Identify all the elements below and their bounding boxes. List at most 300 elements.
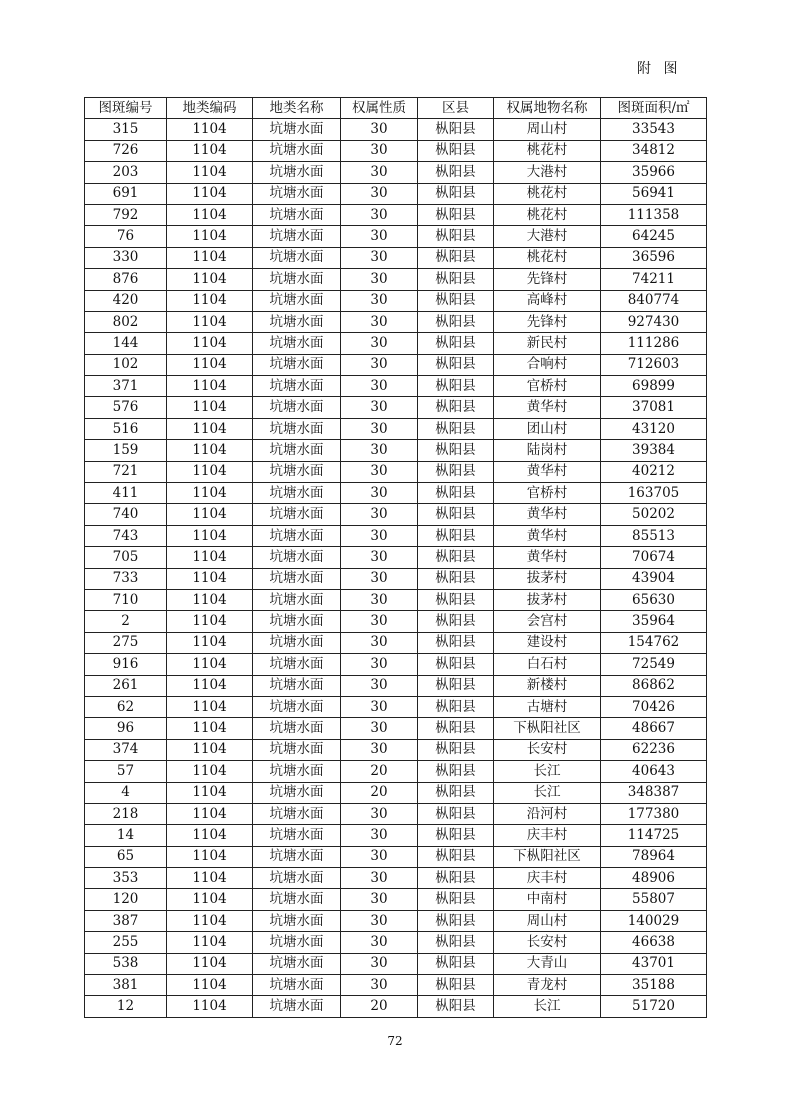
- cell-owner-name: 长江: [494, 996, 601, 1017]
- cell-area: 78964: [601, 846, 707, 867]
- cell-owner-name: 先锋村: [494, 311, 601, 332]
- cell-land-code: 1104: [167, 568, 253, 589]
- table-row: [85, 825, 707, 846]
- cell-area: 34812: [601, 140, 707, 161]
- cell-owner-name: 下枞阳社区: [494, 718, 601, 739]
- cell-owner-name: 大青山: [494, 953, 601, 974]
- cell-parcel-id: 371: [85, 376, 167, 397]
- cell-county: 枞阳县: [418, 889, 494, 910]
- table-row: [85, 910, 707, 931]
- cell-ownership-type: 30: [341, 868, 418, 889]
- cell-area: 50202: [601, 504, 707, 525]
- table-row: [85, 675, 707, 696]
- cell-ownership-type: 30: [341, 333, 418, 354]
- cell-county: 枞阳县: [418, 269, 494, 290]
- cell-land-code: 1104: [167, 739, 253, 760]
- table-row: [85, 247, 707, 268]
- cell-area: 37081: [601, 397, 707, 418]
- table-row: [85, 525, 707, 546]
- cell-parcel-id: 876: [85, 269, 167, 290]
- cell-ownership-type: 30: [341, 803, 418, 824]
- cell-land-type: 坑塘水面: [253, 568, 341, 589]
- cell-area: 840774: [601, 290, 707, 311]
- cell-land-code: 1104: [167, 910, 253, 931]
- table-row: [85, 547, 707, 568]
- cell-land-code: 1104: [167, 376, 253, 397]
- cell-ownership-type: 30: [341, 247, 418, 268]
- table-row: [85, 996, 707, 1017]
- cell-owner-name: 拔茅村: [494, 589, 601, 610]
- cell-owner-name: 新民村: [494, 333, 601, 354]
- cell-owner-name: 桃花村: [494, 140, 601, 161]
- cell-ownership-type: 20: [341, 782, 418, 803]
- cell-land-type: 坑塘水面: [253, 547, 341, 568]
- cell-area: 111286: [601, 333, 707, 354]
- cell-area: 46638: [601, 932, 707, 953]
- cell-ownership-type: 30: [341, 140, 418, 161]
- cell-owner-name: 古塘村: [494, 696, 601, 717]
- cell-land-type: 坑塘水面: [253, 632, 341, 653]
- cell-owner-name: 会宫村: [494, 611, 601, 632]
- cell-land-code: 1104: [167, 525, 253, 546]
- cell-owner-name: 合响村: [494, 354, 601, 375]
- cell-ownership-type: 30: [341, 739, 418, 760]
- cell-ownership-type: 30: [341, 547, 418, 568]
- land-parcel-table: [84, 97, 707, 1018]
- cell-area: 55807: [601, 889, 707, 910]
- cell-parcel-id: 275: [85, 632, 167, 653]
- cell-owner-name: 桃花村: [494, 204, 601, 225]
- table-row: [85, 461, 707, 482]
- cell-land-type: 坑塘水面: [253, 525, 341, 546]
- cell-owner-name: 官桥村: [494, 483, 601, 504]
- cell-county: 枞阳县: [418, 397, 494, 418]
- cell-ownership-type: 30: [341, 397, 418, 418]
- cell-area: 69899: [601, 376, 707, 397]
- cell-ownership-type: 30: [341, 418, 418, 439]
- cell-land-code: 1104: [167, 440, 253, 461]
- cell-ownership-type: 30: [341, 440, 418, 461]
- table-row: [85, 654, 707, 675]
- cell-land-code: 1104: [167, 547, 253, 568]
- cell-parcel-id: 353: [85, 868, 167, 889]
- cell-area: 56941: [601, 183, 707, 204]
- table-row: [85, 290, 707, 311]
- table-row: [85, 846, 707, 867]
- cell-owner-name: 新楼村: [494, 675, 601, 696]
- cell-parcel-id: 420: [85, 290, 167, 311]
- cell-land-type: 坑塘水面: [253, 333, 341, 354]
- table-row: [85, 226, 707, 247]
- cell-ownership-type: 30: [341, 846, 418, 867]
- cell-land-code: 1104: [167, 397, 253, 418]
- cell-land-code: 1104: [167, 932, 253, 953]
- cell-area: 48667: [601, 718, 707, 739]
- cell-land-type: 坑塘水面: [253, 226, 341, 247]
- cell-land-code: 1104: [167, 696, 253, 717]
- cell-area: 114725: [601, 825, 707, 846]
- cell-area: 48906: [601, 868, 707, 889]
- cell-land-code: 1104: [167, 226, 253, 247]
- cell-parcel-id: 96: [85, 718, 167, 739]
- cell-ownership-type: 30: [341, 504, 418, 525]
- cell-parcel-id: 330: [85, 247, 167, 268]
- cell-parcel-id: 144: [85, 333, 167, 354]
- cell-parcel-id: 387: [85, 910, 167, 931]
- cell-owner-name: 长江: [494, 782, 601, 803]
- cell-land-code: 1104: [167, 483, 253, 504]
- cell-area: 927430: [601, 311, 707, 332]
- cell-land-code: 1104: [167, 269, 253, 290]
- cell-parcel-id: 255: [85, 932, 167, 953]
- cell-land-code: 1104: [167, 868, 253, 889]
- cell-ownership-type: 30: [341, 119, 418, 140]
- cell-land-type: 坑塘水面: [253, 376, 341, 397]
- table-row: [85, 483, 707, 504]
- cell-owner-name: 沿河村: [494, 803, 601, 824]
- cell-county: 枞阳县: [418, 825, 494, 846]
- cell-land-type: 坑塘水面: [253, 140, 341, 161]
- cell-land-code: 1104: [167, 782, 253, 803]
- cell-owner-name: 官桥村: [494, 376, 601, 397]
- cell-land-code: 1104: [167, 311, 253, 332]
- cell-county: 枞阳县: [418, 654, 494, 675]
- cell-land-code: 1104: [167, 162, 253, 183]
- cell-ownership-type: 30: [341, 589, 418, 610]
- cell-parcel-id: 691: [85, 183, 167, 204]
- cell-land-code: 1104: [167, 140, 253, 161]
- cell-ownership-type: 30: [341, 376, 418, 397]
- cell-parcel-id: 76: [85, 226, 167, 247]
- cell-owner-name: 下枞阳社区: [494, 846, 601, 867]
- cell-county: 枞阳县: [418, 290, 494, 311]
- cell-ownership-type: 30: [341, 825, 418, 846]
- cell-land-code: 1104: [167, 953, 253, 974]
- table-row: [85, 418, 707, 439]
- table-row: [85, 953, 707, 974]
- cell-land-type: 坑塘水面: [253, 269, 341, 290]
- cell-parcel-id: 2: [85, 611, 167, 632]
- cell-parcel-id: 102: [85, 354, 167, 375]
- cell-land-code: 1104: [167, 975, 253, 996]
- cell-area: 140029: [601, 910, 707, 931]
- table-row: [85, 183, 707, 204]
- cell-county: 枞阳县: [418, 803, 494, 824]
- cell-county: 枞阳县: [418, 162, 494, 183]
- cell-parcel-id: 516: [85, 418, 167, 439]
- table-row: [85, 868, 707, 889]
- cell-county: 枞阳县: [418, 910, 494, 931]
- cell-parcel-id: 203: [85, 162, 167, 183]
- cell-ownership-type: 30: [341, 568, 418, 589]
- table-row: [85, 739, 707, 760]
- cell-area: 33543: [601, 119, 707, 140]
- column-header-area: 图斑面积/㎡: [601, 98, 707, 119]
- table-header-row: [85, 98, 707, 119]
- cell-land-type: 坑塘水面: [253, 247, 341, 268]
- cell-land-code: 1104: [167, 183, 253, 204]
- cell-parcel-id: 381: [85, 975, 167, 996]
- cell-owner-name: 周山村: [494, 910, 601, 931]
- cell-owner-name: 黄华村: [494, 504, 601, 525]
- cell-land-type: 坑塘水面: [253, 162, 341, 183]
- cell-county: 枞阳县: [418, 953, 494, 974]
- cell-land-code: 1104: [167, 846, 253, 867]
- cell-parcel-id: 726: [85, 140, 167, 161]
- cell-land-type: 坑塘水面: [253, 825, 341, 846]
- cell-land-type: 坑塘水面: [253, 953, 341, 974]
- cell-parcel-id: 4: [85, 782, 167, 803]
- cell-area: 62236: [601, 739, 707, 760]
- cell-land-type: 坑塘水面: [253, 483, 341, 504]
- cell-ownership-type: 20: [341, 761, 418, 782]
- cell-owner-name: 先锋村: [494, 269, 601, 290]
- cell-area: 348387: [601, 782, 707, 803]
- column-header-land-type: 地类名称: [253, 98, 341, 119]
- table-row: [85, 718, 707, 739]
- cell-owner-name: 黄华村: [494, 547, 601, 568]
- cell-area: 43904: [601, 568, 707, 589]
- cell-parcel-id: 705: [85, 547, 167, 568]
- table-row: [85, 611, 707, 632]
- cell-land-type: 坑塘水面: [253, 803, 341, 824]
- column-header-ownership-type: 权属性质: [341, 98, 418, 119]
- cell-county: 枞阳县: [418, 226, 494, 247]
- cell-land-type: 坑塘水面: [253, 290, 341, 311]
- cell-area: 43701: [601, 953, 707, 974]
- cell-land-code: 1104: [167, 247, 253, 268]
- cell-ownership-type: 30: [341, 204, 418, 225]
- cell-area: 36596: [601, 247, 707, 268]
- cell-land-code: 1104: [167, 761, 253, 782]
- cell-land-type: 坑塘水面: [253, 739, 341, 760]
- cell-parcel-id: 120: [85, 889, 167, 910]
- cell-ownership-type: 30: [341, 696, 418, 717]
- cell-county: 枞阳县: [418, 568, 494, 589]
- table-row: [85, 311, 707, 332]
- cell-parcel-id: 159: [85, 440, 167, 461]
- cell-ownership-type: 30: [341, 525, 418, 546]
- cell-county: 枞阳县: [418, 333, 494, 354]
- cell-county: 枞阳县: [418, 204, 494, 225]
- table-row: [85, 568, 707, 589]
- cell-county: 枞阳县: [418, 761, 494, 782]
- cell-parcel-id: 261: [85, 675, 167, 696]
- cell-land-code: 1104: [167, 333, 253, 354]
- cell-owner-name: 大港村: [494, 162, 601, 183]
- cell-land-code: 1104: [167, 803, 253, 824]
- table-row: [85, 354, 707, 375]
- cell-land-code: 1104: [167, 204, 253, 225]
- cell-area: 64245: [601, 226, 707, 247]
- cell-land-code: 1104: [167, 611, 253, 632]
- cell-county: 枞阳县: [418, 247, 494, 268]
- cell-area: 72549: [601, 654, 707, 675]
- cell-land-type: 坑塘水面: [253, 910, 341, 931]
- cell-land-type: 坑塘水面: [253, 354, 341, 375]
- cell-ownership-type: 30: [341, 953, 418, 974]
- cell-area: 40643: [601, 761, 707, 782]
- cell-county: 枞阳县: [418, 868, 494, 889]
- cell-owner-name: 长江: [494, 761, 601, 782]
- cell-land-type: 坑塘水面: [253, 204, 341, 225]
- cell-county: 枞阳县: [418, 675, 494, 696]
- cell-land-type: 坑塘水面: [253, 504, 341, 525]
- column-header-county: 区县: [418, 98, 494, 119]
- cell-parcel-id: 802: [85, 311, 167, 332]
- cell-parcel-id: 538: [85, 953, 167, 974]
- cell-county: 枞阳县: [418, 996, 494, 1017]
- cell-owner-name: 大港村: [494, 226, 601, 247]
- cell-land-type: 坑塘水面: [253, 718, 341, 739]
- cell-county: 枞阳县: [418, 504, 494, 525]
- cell-county: 枞阳县: [418, 483, 494, 504]
- cell-land-type: 坑塘水面: [253, 975, 341, 996]
- cell-parcel-id: 710: [85, 589, 167, 610]
- cell-county: 枞阳县: [418, 440, 494, 461]
- cell-land-code: 1104: [167, 632, 253, 653]
- cell-land-code: 1104: [167, 825, 253, 846]
- cell-land-code: 1104: [167, 119, 253, 140]
- cell-area: 40212: [601, 461, 707, 482]
- cell-land-code: 1104: [167, 654, 253, 675]
- cell-area: 70426: [601, 696, 707, 717]
- cell-owner-name: 中南村: [494, 889, 601, 910]
- cell-parcel-id: 721: [85, 461, 167, 482]
- cell-area: 39384: [601, 440, 707, 461]
- table-row: [85, 782, 707, 803]
- table-row: [85, 162, 707, 183]
- cell-owner-name: 建设村: [494, 632, 601, 653]
- cell-ownership-type: 30: [341, 162, 418, 183]
- cell-land-type: 坑塘水面: [253, 311, 341, 332]
- cell-parcel-id: 57: [85, 761, 167, 782]
- table-row: [85, 140, 707, 161]
- cell-parcel-id: 743: [85, 525, 167, 546]
- cell-parcel-id: 218: [85, 803, 167, 824]
- cell-ownership-type: 30: [341, 910, 418, 931]
- cell-county: 枞阳县: [418, 354, 494, 375]
- cell-area: 70674: [601, 547, 707, 568]
- cell-area: 51720: [601, 996, 707, 1017]
- cell-county: 枞阳县: [418, 140, 494, 161]
- cell-county: 枞阳县: [418, 632, 494, 653]
- table-row: [85, 932, 707, 953]
- cell-land-code: 1104: [167, 290, 253, 311]
- cell-land-type: 坑塘水面: [253, 418, 341, 439]
- cell-owner-name: 高峰村: [494, 290, 601, 311]
- page-number: 72: [387, 1034, 403, 1048]
- cell-land-type: 坑塘水面: [253, 119, 341, 140]
- cell-ownership-type: 30: [341, 611, 418, 632]
- cell-county: 枞阳县: [418, 461, 494, 482]
- table-row: [85, 376, 707, 397]
- cell-land-code: 1104: [167, 461, 253, 482]
- cell-ownership-type: 30: [341, 354, 418, 375]
- cell-owner-name: 拔茅村: [494, 568, 601, 589]
- cell-ownership-type: 30: [341, 461, 418, 482]
- cell-land-type: 坑塘水面: [253, 761, 341, 782]
- cell-owner-name: 桃花村: [494, 183, 601, 204]
- cell-parcel-id: 14: [85, 825, 167, 846]
- cell-area: 712603: [601, 354, 707, 375]
- cell-ownership-type: 20: [341, 996, 418, 1017]
- cell-parcel-id: 62: [85, 696, 167, 717]
- cell-ownership-type: 30: [341, 932, 418, 953]
- cell-area: 163705: [601, 483, 707, 504]
- cell-ownership-type: 30: [341, 183, 418, 204]
- cell-owner-name: 青龙村: [494, 975, 601, 996]
- cell-ownership-type: 30: [341, 975, 418, 996]
- cell-county: 枞阳县: [418, 119, 494, 140]
- cell-ownership-type: 30: [341, 654, 418, 675]
- cell-ownership-type: 30: [341, 718, 418, 739]
- cell-land-type: 坑塘水面: [253, 440, 341, 461]
- table-body: [85, 119, 707, 1017]
- table-row: [85, 333, 707, 354]
- cell-land-type: 坑塘水面: [253, 397, 341, 418]
- table-row: [85, 889, 707, 910]
- cell-land-code: 1104: [167, 589, 253, 610]
- table-row: [85, 589, 707, 610]
- table-row: [85, 803, 707, 824]
- table-row: [85, 269, 707, 290]
- cell-area: 177380: [601, 803, 707, 824]
- appendix-figure-label: 附 图: [637, 61, 682, 77]
- cell-county: 枞阳县: [418, 376, 494, 397]
- cell-county: 枞阳县: [418, 846, 494, 867]
- cell-land-type: 坑塘水面: [253, 846, 341, 867]
- cell-land-type: 坑塘水面: [253, 589, 341, 610]
- table-row: [85, 975, 707, 996]
- table-row: [85, 397, 707, 418]
- column-header-owner-name: 权属地物名称: [494, 98, 601, 119]
- cell-parcel-id: 411: [85, 483, 167, 504]
- cell-owner-name: 桃花村: [494, 247, 601, 268]
- cell-parcel-id: 315: [85, 119, 167, 140]
- cell-parcel-id: 916: [85, 654, 167, 675]
- column-header-land-code: 地类编码: [167, 98, 253, 119]
- cell-area: 65630: [601, 589, 707, 610]
- cell-ownership-type: 30: [341, 311, 418, 332]
- table-row: [85, 119, 707, 140]
- table-row: [85, 204, 707, 225]
- cell-owner-name: 黄华村: [494, 397, 601, 418]
- cell-land-type: 坑塘水面: [253, 996, 341, 1017]
- cell-land-type: 坑塘水面: [253, 696, 341, 717]
- table-row: [85, 632, 707, 653]
- cell-owner-name: 团山村: [494, 418, 601, 439]
- cell-area: 35964: [601, 611, 707, 632]
- cell-land-type: 坑塘水面: [253, 675, 341, 696]
- cell-land-type: 坑塘水面: [253, 889, 341, 910]
- cell-owner-name: 黄华村: [494, 525, 601, 546]
- cell-county: 枞阳县: [418, 589, 494, 610]
- cell-parcel-id: 740: [85, 504, 167, 525]
- cell-county: 枞阳县: [418, 311, 494, 332]
- cell-land-code: 1104: [167, 889, 253, 910]
- cell-area: 74211: [601, 269, 707, 290]
- cell-land-type: 坑塘水面: [253, 611, 341, 632]
- cell-county: 枞阳县: [418, 696, 494, 717]
- cell-land-code: 1104: [167, 675, 253, 696]
- table-row: [85, 440, 707, 461]
- table-row: [85, 504, 707, 525]
- cell-parcel-id: 792: [85, 204, 167, 225]
- cell-area: 35966: [601, 162, 707, 183]
- cell-area: 43120: [601, 418, 707, 439]
- cell-area: 86862: [601, 675, 707, 696]
